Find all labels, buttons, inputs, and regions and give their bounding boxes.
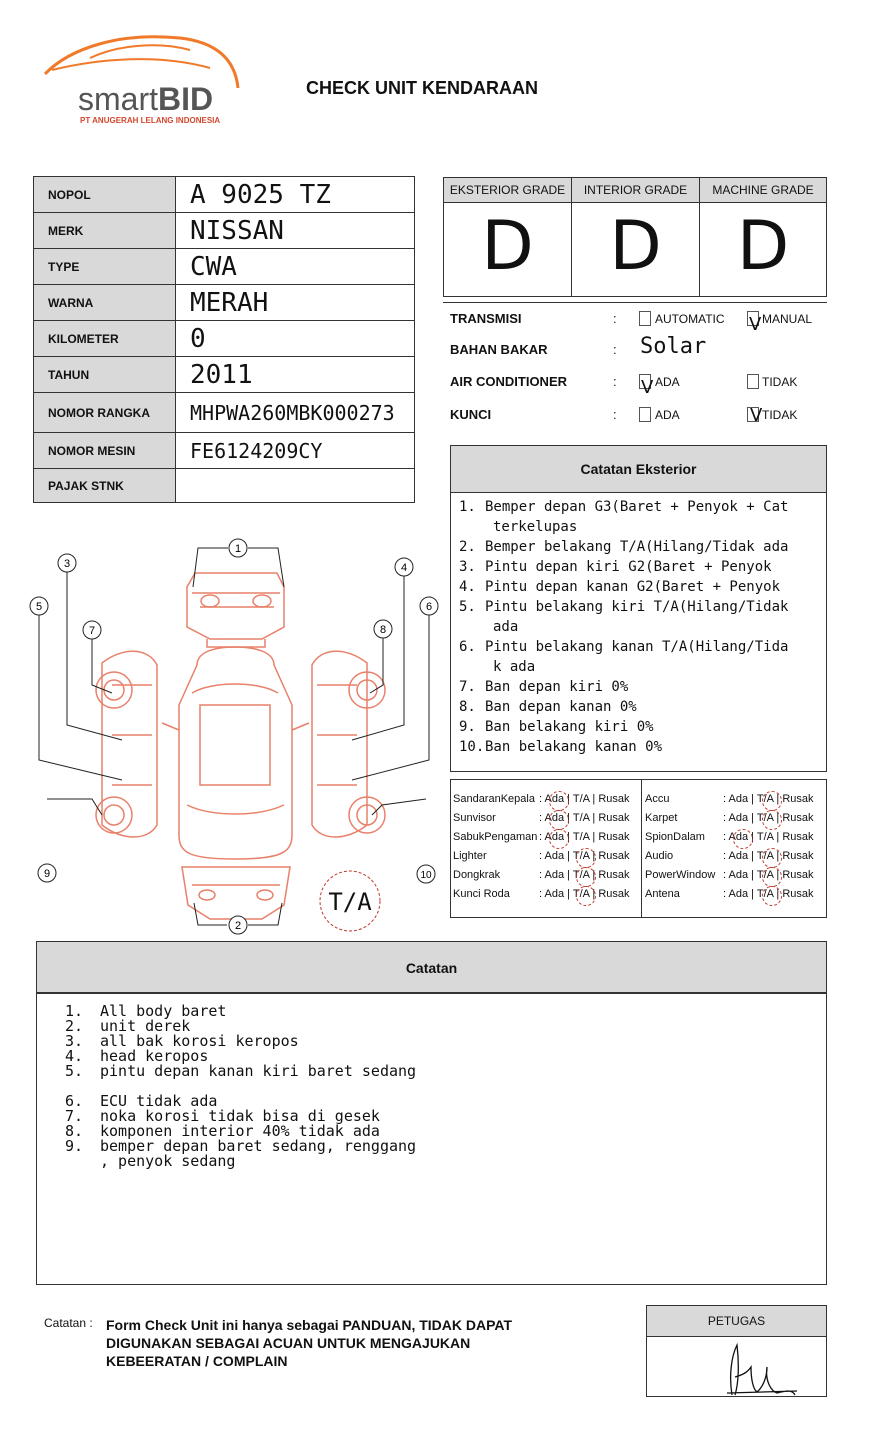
accessory-options[interactable]: : Ada | T/A | Rusak [723, 888, 814, 900]
exterior-note-number: 1. [459, 499, 476, 515]
accessory-options[interactable]: : Ada | T/A | Rusak [539, 850, 630, 862]
ac-ada-label: ADA [655, 375, 680, 389]
accessory-name: Sunvisor [453, 812, 496, 824]
catatan-number: 1. [65, 1002, 84, 1020]
grade-exterior-label: EKSTERIOR GRADE [444, 178, 571, 203]
footer-line-3: KEBEERATAN / COMPLAIN [106, 1353, 288, 1369]
accessories-divider [641, 780, 642, 917]
catatan-number: 5. [65, 1062, 84, 1080]
exterior-note-item [459, 537, 826, 557]
ac-ada-check-mark: V [641, 377, 654, 398]
exterior-note-text [485, 577, 780, 597]
row-pajak-stnk [34, 469, 415, 503]
exterior-note-number: 6. [459, 639, 476, 655]
accessory-name: SpionDalam [645, 831, 705, 843]
petugas-title: PETUGAS [647, 1306, 826, 1337]
exterior-note-text [485, 637, 788, 677]
exterior-note-line: k ada [493, 659, 536, 675]
diagram-marker-label: 3 [63, 558, 71, 570]
value-nomor-rangka: MHPWA260MBK000273 [176, 393, 415, 433]
accessories-panel [450, 779, 827, 918]
exterior-note-text [485, 537, 788, 557]
catatan-number: 9. [65, 1137, 84, 1155]
car-diagram [22, 535, 442, 935]
accessory-options[interactable]: : Ada | T/A | Rusak [539, 869, 630, 881]
ta-status-label: T/A [328, 888, 372, 916]
accessory-name: Antena [645, 888, 680, 900]
exterior-note-line: Pintu belakang kiri T/A(Hilang/Tidak [485, 599, 789, 615]
label-type: TYPE [34, 249, 176, 285]
accessory-name: SabukPengaman [453, 831, 538, 843]
exterior-note-line: terkelupas [493, 519, 578, 535]
diagram-marker-label: 7 [88, 625, 96, 637]
manual-check-mark: V [749, 314, 762, 335]
exterior-note-text [485, 737, 662, 757]
footer-line-1: Form Check Unit ini hanya sebagai PANDUAN, TIDAK DAPAT [106, 1317, 513, 1333]
catatan-number: 3. [65, 1032, 84, 1050]
circle-audio-ta [762, 848, 782, 868]
row-tahun [34, 357, 415, 393]
diagram-marker-label: 5 [35, 601, 43, 613]
exterior-notes-title: Catatan Eksterior [451, 446, 826, 493]
label-nopol: NOPOL [34, 177, 176, 213]
bahan-bakar-colon: : [613, 342, 617, 357]
accessory-options[interactable]: : Ada | T/A | Rusak [723, 812, 814, 824]
accessory-options[interactable]: : Ada | T/A | Rusak [723, 850, 814, 862]
label-nomor-rangka: NOMOR RANGKA [34, 393, 176, 433]
catatan-item: bemper depan baret sedang, renggang [100, 1137, 417, 1155]
logo-company: PT ANUGERAH LELANG INDONESIA [80, 116, 221, 125]
label-warna: WARNA [34, 285, 176, 321]
accessory-name: PowerWindow [645, 869, 716, 881]
diagram-marker-label: 2 [234, 920, 242, 932]
exterior-note-number: 7. [459, 679, 476, 695]
diagram-marker-label: 9 [43, 868, 51, 880]
value-merk: NISSAN [176, 213, 415, 249]
label-kilometer: KILOMETER [34, 321, 176, 357]
diagram-leader-lines [39, 548, 429, 925]
exterior-note-item [459, 697, 826, 717]
catatan-title: Catatan [37, 942, 826, 994]
exterior-note-item [459, 717, 826, 737]
catatan-item: pintu depan kanan kiri baret sedang [100, 1062, 417, 1080]
value-warna: MERAH [176, 285, 415, 321]
row-kilometer [34, 321, 415, 357]
ac-label: AIR CONDITIONER [450, 374, 567, 389]
accessory-name: SandaranKepala [453, 793, 535, 805]
catatan-item: head keropos [100, 1047, 209, 1065]
value-tahun: 2011 [176, 357, 415, 393]
row-nomor-mesin [34, 433, 415, 469]
grade-machine-label: MACHINE GRADE [700, 178, 826, 203]
exterior-note-item [459, 497, 826, 537]
circle-karpet-ta [762, 810, 782, 830]
diagram-markers [30, 539, 438, 934]
catatan-item: ECU tidak ada [100, 1092, 218, 1110]
exterior-note-text [485, 597, 788, 637]
row-nomor-rangka [34, 393, 415, 433]
exterior-note-item [459, 677, 826, 697]
ac-tidak-checkbox[interactable] [747, 374, 759, 389]
exterior-note-number: 3. [459, 559, 476, 575]
label-nomor-mesin: NOMOR MESIN [34, 433, 176, 469]
catatan-item: komponen interior 40% tidak ada [100, 1122, 380, 1140]
footer-label: Catatan : [44, 1316, 93, 1330]
diagram-marker-label: 10 [420, 870, 432, 881]
exterior-note-item [459, 557, 826, 577]
exterior-notes-panel [450, 445, 827, 772]
diagram-marker-label: 6 [425, 601, 433, 613]
diagram-marker-label: 8 [379, 624, 387, 636]
circle-sabuk-ada [549, 829, 569, 849]
grade-machine-value: D [736, 207, 790, 286]
manual-label: MANUAL [762, 312, 813, 326]
catatan-number: 6. [65, 1092, 84, 1110]
grade-interior-label: INTERIOR GRADE [572, 178, 699, 203]
catatan-item: , penyok sedang [100, 1152, 236, 1170]
exterior-note-line: Ban belakang kanan 0% [485, 739, 663, 755]
accessory-name: Kunci Roda [453, 888, 510, 900]
exterior-note-item [459, 637, 826, 677]
exterior-note-number: 9. [459, 719, 476, 735]
exterior-note-number: 4. [459, 579, 476, 595]
kunci-colon: : [613, 407, 617, 422]
row-warna [34, 285, 415, 321]
exterior-note-number: 2. [459, 539, 476, 555]
bahan-bakar-label: BAHAN BAKAR [450, 342, 548, 357]
exterior-note-item [459, 737, 826, 757]
circle-kunciroda-ta [576, 886, 596, 906]
circle-antena-ta [762, 886, 782, 906]
catatan-number: 2. [65, 1017, 84, 1035]
exterior-note-text [485, 697, 637, 717]
catatan-number: 8. [65, 1122, 84, 1140]
accessory-options[interactable]: : Ada | T/A | Rusak [539, 888, 630, 900]
vehicle-info-table [33, 176, 415, 503]
logo [40, 28, 250, 130]
diagram-marker-label: 1 [234, 543, 242, 555]
page-title: CHECK UNIT KENDARAAN [306, 78, 538, 98]
catatan-panel [36, 941, 827, 1285]
grade-interior [572, 178, 700, 296]
exterior-note-text [485, 717, 654, 737]
circle-spion-ada [733, 829, 753, 849]
row-nopol [34, 177, 415, 213]
footer-disclaimer [106, 1316, 512, 1370]
accessory-options[interactable]: : Ada | T/A | Rusak [723, 831, 814, 843]
ac-tidak-label: TIDAK [762, 375, 798, 389]
accessory-name: Audio [645, 850, 674, 862]
value-nomor-mesin: FE6124209CY [176, 433, 415, 469]
accessory-name: Dongkrak [453, 869, 501, 881]
catatan-item: noka korosi tidak bisa di gesek [100, 1107, 380, 1125]
catatan-item: All body baret [100, 1002, 227, 1020]
exterior-note-line: Bemper depan G3(Baret + Penyok + Cat [485, 499, 789, 515]
value-kilometer: 0 [176, 321, 415, 357]
exterior-notes-list [451, 493, 826, 757]
automatic-label: AUTOMATIC [655, 312, 725, 326]
grades-underline [443, 302, 827, 303]
label-pajak-stnk: PAJAK STNK [34, 469, 176, 503]
exterior-note-line: Ban depan kiri 0% [485, 679, 629, 695]
transmisi-label: TRANSMISI [450, 311, 522, 326]
row-type [34, 249, 415, 285]
catatan-number: 4. [65, 1047, 84, 1065]
catatan-number: 7. [65, 1107, 84, 1125]
transmisi-colon: : [613, 311, 617, 326]
exterior-note-line: Bemper belakang T/A(Hilang/Tidak ada [485, 539, 789, 555]
exterior-note-line: Pintu depan kiri G2(Baret + Penyok [485, 559, 772, 575]
exterior-note-number: 8. [459, 699, 476, 715]
circle-dongkrak-ta [576, 867, 596, 887]
logo-text-bid: BID [158, 81, 214, 117]
label-merk: MERK [34, 213, 176, 249]
kunci-ada-label: ADA [655, 408, 680, 422]
catatan-item: unit derek [100, 1017, 191, 1035]
exterior-note-line: Ban depan kanan 0% [485, 699, 637, 715]
exterior-note-text [485, 557, 772, 577]
accessory-options[interactable]: : Ada | T/A | Rusak [723, 793, 814, 805]
value-pajak-stnk [176, 469, 415, 503]
accessory-name: Karpet [645, 812, 678, 824]
exterior-note-item [459, 597, 826, 637]
value-type: CWA [176, 249, 415, 285]
exterior-note-number: 10. [459, 739, 485, 755]
circle-accu-ta [762, 791, 782, 811]
label-tahun: TAHUN [34, 357, 176, 393]
ac-colon: : [613, 374, 617, 389]
grade-interior-value: D [609, 207, 662, 286]
automatic-checkbox[interactable] [639, 311, 651, 326]
exterior-note-number: 5. [459, 599, 476, 615]
exterior-note-line: Ban belakang kiri 0% [485, 719, 654, 735]
accessory-options[interactable]: : Ada | T/A | Rusak [539, 793, 630, 805]
exterior-note-line: ada [493, 619, 519, 635]
accessory-options[interactable]: : Ada | T/A | Rusak [539, 812, 630, 824]
circle-lighter-ta [576, 848, 596, 868]
circle-powerwindow-ta [762, 867, 782, 887]
bahan-bakar-value: Solar [640, 334, 707, 359]
diagram-marker-label: 4 [400, 562, 408, 574]
kunci-ada-checkbox[interactable] [639, 407, 651, 422]
exterior-note-text [485, 497, 788, 537]
value-nopol: A 9025 TZ [176, 177, 415, 213]
circle-sandaran-ada [549, 791, 569, 811]
kunci-tidak-label: TIDAK [762, 408, 798, 422]
grade-machine [700, 178, 826, 296]
grades-panel [443, 177, 827, 297]
exterior-note-line: Pintu depan kanan G2(Baret + Penyok [485, 579, 781, 595]
logo-text-smart: smart [78, 81, 158, 117]
accessory-options[interactable]: : Ada | T/A | Rusak [723, 869, 814, 881]
grade-exterior-value: D [481, 207, 534, 286]
footer-line-2: DIGUNAKAN SEBAGAI ACUAN UNTUK MENGAJUKAN [106, 1335, 471, 1351]
petugas-box [646, 1305, 827, 1397]
kunci-label: KUNCI [450, 407, 492, 422]
catatan-item: all bak korosi keropos [100, 1032, 299, 1050]
circle-sunvisor-ada [549, 810, 569, 830]
accessory-name: Accu [645, 793, 670, 805]
row-merk [34, 213, 415, 249]
exterior-note-line: Pintu belakang kanan T/A(Hilang/Tida [485, 639, 789, 655]
kunci-tidak-check-mark: V [750, 405, 763, 426]
exterior-note-item [459, 577, 826, 597]
accessory-name: Lighter [453, 850, 487, 862]
car-outline-icon [96, 573, 385, 919]
accessory-options[interactable]: : Ada | T/A | Rusak [539, 831, 630, 843]
grade-exterior [444, 178, 572, 296]
signature-icon [647, 1337, 826, 1397]
exterior-note-text [485, 677, 628, 697]
